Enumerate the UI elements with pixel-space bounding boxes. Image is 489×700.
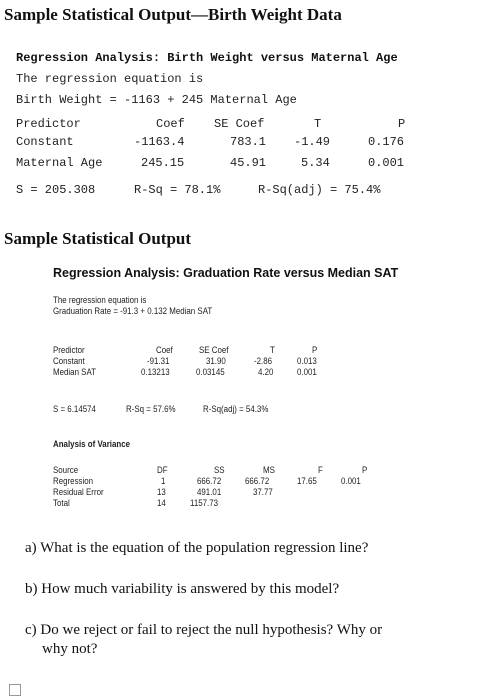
grad-s-value: S = 6.14574 xyxy=(53,404,96,414)
heading-birth-weight: Sample Statistical Output—Birth Weight Data xyxy=(4,5,342,24)
anova-header-df: DF xyxy=(157,465,168,475)
birth-equation-label: The regression equation is xyxy=(16,72,204,86)
grad-rsq: R-Sq = 57.6% xyxy=(126,404,176,414)
birth-header-t: T xyxy=(314,117,322,131)
birth-row-constant-p: 0.176 xyxy=(368,135,405,149)
anova-header-ss: SS xyxy=(214,465,225,475)
anova-row-regression-df: 1 xyxy=(161,476,166,486)
anova-row-total-label: Total xyxy=(53,498,70,508)
question-c-line2: why not? xyxy=(42,641,98,657)
grad-row-median-sat-label: Median SAT xyxy=(53,367,96,377)
grad-row-median-sat-p: 0.001 xyxy=(297,367,317,377)
birth-header-se-coef: SE Coef xyxy=(214,117,265,131)
birth-rsq: R-Sq = 78.1% xyxy=(134,183,221,197)
grad-row-constant-t: -2.86 xyxy=(254,356,273,366)
grad-header-t: T xyxy=(270,345,275,355)
grad-equation-label: The regression equation is xyxy=(53,295,147,305)
anova-row-total-df: 14 xyxy=(157,498,166,508)
anova-row-residual-df: 13 xyxy=(157,487,166,497)
birth-row-constant-coef: -1163.4 xyxy=(134,135,185,149)
birth-row-maternal-age-p: 0.001 xyxy=(368,156,405,170)
grad-row-median-sat-coef: 0.13213 xyxy=(141,367,170,377)
grad-row-median-sat-t: 4.20 xyxy=(258,367,274,377)
anova-row-regression-ms: 666.72 xyxy=(245,476,270,486)
grad-row-constant-label: Constant xyxy=(53,356,85,366)
grad-header-p: P xyxy=(312,345,318,355)
birth-row-maternal-age-se: 45.91 xyxy=(230,156,267,170)
birth-header-coef: Coef xyxy=(156,117,185,131)
birth-regression-title: Regression Analysis: Birth Weight versus Maternal Age xyxy=(16,51,398,65)
birth-row-maternal-age-label: Maternal Age xyxy=(16,156,103,170)
anova-header-f: F xyxy=(318,465,323,475)
birth-rsq-adj: R-Sq(adj) = 75.4% xyxy=(258,183,381,197)
anova-row-regression-p: 0.001 xyxy=(341,476,361,486)
birth-row-maternal-age-coef: 245.15 xyxy=(141,156,185,170)
anova-header-p: P xyxy=(362,465,368,475)
anova-row-total-ss: 1157.73 xyxy=(190,498,219,508)
anova-row-residual-ss: 491.01 xyxy=(197,487,222,497)
grad-regression-title: Regression Analysis: Graduation Rate versus Median SAT xyxy=(53,266,399,280)
anova-row-regression-ss: 666.72 xyxy=(197,476,222,486)
question-a: a) What is the equation of the population regression line? xyxy=(25,540,369,556)
anova-header-source: Source xyxy=(53,465,79,475)
anova-row-residual-ms: 37.77 xyxy=(253,487,273,497)
birth-equation: Birth Weight = -1163 + 245 Maternal Age xyxy=(16,93,297,107)
grad-row-constant-p: 0.013 xyxy=(297,356,317,366)
grad-header-se-coef: SE Coef xyxy=(199,345,229,355)
birth-row-constant-t: -1.49 xyxy=(294,135,331,149)
birth-row-maternal-age-t: 5.34 xyxy=(301,156,330,170)
birth-header-predictor: Predictor xyxy=(16,117,81,131)
birth-header-p: P xyxy=(398,117,406,131)
birth-s-value: S = 205.308 xyxy=(16,183,96,197)
grad-row-constant-se: 31.90 xyxy=(206,356,226,366)
grad-header-coef: Coef xyxy=(156,345,173,355)
birth-row-constant-se: 783.1 xyxy=(230,135,267,149)
question-b: b) How much variability is answered by this model? xyxy=(25,581,340,597)
birth-row-constant-label: Constant xyxy=(16,135,74,149)
grad-row-constant-coef: -91.31 xyxy=(147,356,170,366)
grad-equation: Graduation Rate = -91.3 + 0.132 Median SAT xyxy=(53,306,213,316)
heading-sample-output: Sample Statistical Output xyxy=(4,229,192,248)
anova-title: Analysis of Variance xyxy=(53,439,131,449)
question-c-line1: c) Do we reject or fail to reject the null hypothesis? Why or xyxy=(25,622,383,638)
grad-header-predictor: Predictor xyxy=(53,345,85,355)
grad-row-median-sat-se: 0.03145 xyxy=(196,367,225,377)
anova-header-ms: MS xyxy=(263,465,275,475)
grad-rsq-adj: R-Sq(adj) = 54.3% xyxy=(203,404,269,414)
anova-row-regression-label: Regression xyxy=(53,476,94,486)
anova-row-regression-f: 17.65 xyxy=(297,476,317,486)
anova-row-residual-label: Residual Error xyxy=(53,487,104,497)
checkbox[interactable] xyxy=(9,684,21,696)
